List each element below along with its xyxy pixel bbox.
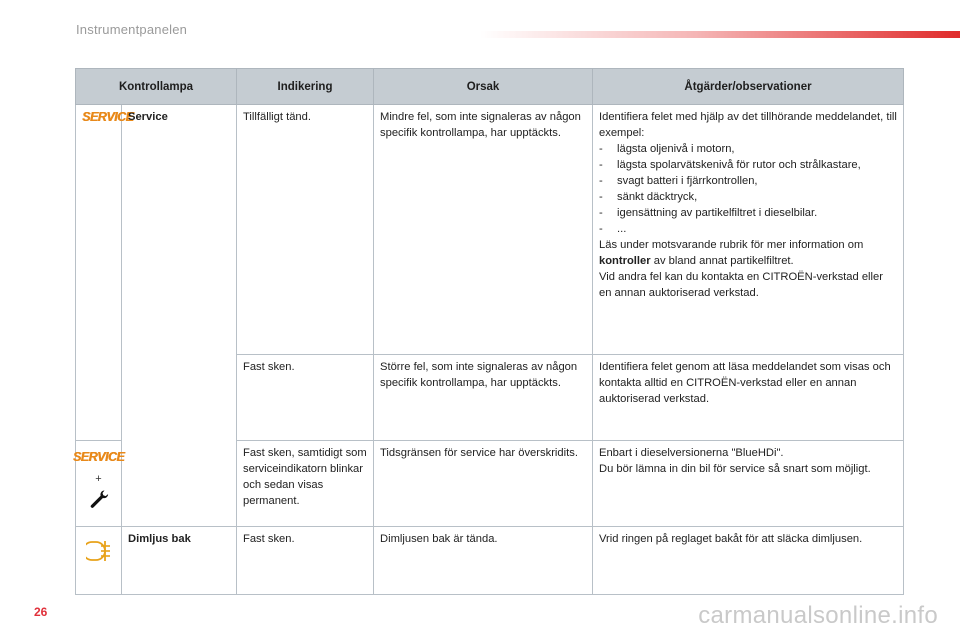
plus-sign: + xyxy=(95,473,102,485)
kontroller-link-text: kontroller xyxy=(599,255,651,267)
header-accent-bar xyxy=(480,31,960,38)
indication-cell: Tillfälligt tänd. xyxy=(237,105,374,355)
lamp-name-service: Service xyxy=(122,105,237,527)
table-row xyxy=(76,527,904,595)
col-header-indication: Indikering xyxy=(237,69,374,105)
list-item: - igensättning av partikelfiltret i dieselbilar. xyxy=(599,207,818,219)
col-header-cause: Orsak xyxy=(374,69,593,105)
cause-cell: Dimljusen bak är tända. xyxy=(374,527,593,595)
action-cell xyxy=(593,105,904,355)
lamp-name-rear-fog: Dimljus bak xyxy=(122,527,237,595)
list-item: - lägsta oljenivå i motorn, xyxy=(599,143,735,155)
service-wrench-icon-cell xyxy=(72,441,125,527)
action-cell: Identifiera felet genom att läsa meddelandet som visas och kontakta alltid en CITROËN-verkstad eller en annan auktoriserad verkstad. xyxy=(593,355,904,441)
cause-cell: Mindre fel, som inte signaleras av någon specifik kontrollampa, har upptäckts. xyxy=(374,105,593,355)
action-outro: Vid andra fel kan du kontakta en CITROËN-verkstad eller en annan auktoriserad verkstad. xyxy=(599,271,883,299)
wrench-icon xyxy=(89,489,109,509)
page-number: 26 xyxy=(34,605,48,619)
indication-cell: Fast sken. xyxy=(237,355,374,441)
action-see-more: Läs under motsvarande rubrik för mer information om kontroller av bland annat partikelfiltret. xyxy=(599,239,864,267)
cause-cell: Tidsgränsen för service har överskridits. xyxy=(374,441,593,527)
service-warning-icon: SERVICE xyxy=(72,450,125,464)
list-item: - svagt batteri i fjärrkontrollen, xyxy=(599,175,758,187)
cause-cell: Större fel, som inte signaleras av någon specifik kontrollampa, har upptäckts. xyxy=(374,355,593,441)
col-header-lamp: Kontrollampa xyxy=(76,69,237,105)
table-header-row xyxy=(76,69,904,105)
page-section-title: Instrumentpanelen xyxy=(76,22,188,37)
service-icon-cell xyxy=(76,105,134,441)
indication-cell: Fast sken, samtidigt som serviceindikatorn blinkar och sedan visas permanent. xyxy=(237,441,374,527)
indication-cell: Fast sken. xyxy=(237,527,374,595)
rear-fog-icon-cell xyxy=(76,527,122,595)
action-intro: Identifiera felet med hjälp av det tillhörande meddelandet, till exempel: xyxy=(599,111,897,139)
list-item: - ... xyxy=(599,223,627,235)
watermark: carmanualsonline.info xyxy=(698,602,938,629)
warning-lamp-table xyxy=(72,68,904,595)
list-item: - sänkt däcktryck, xyxy=(599,191,698,203)
col-header-action: Åtgärder/observationer xyxy=(593,69,904,105)
list-item: - lägsta spolarvätskenivå för rutor och strålkastare, xyxy=(599,159,861,171)
action-cell: Vrid ringen på reglaget bakåt för att släcka dimljusen. xyxy=(593,527,904,595)
service-warning-icon: SERVICE xyxy=(82,110,134,124)
action-cell: Enbart i dieselversionerna "BlueHDi". Du bör lämna in din bil för service så snart som möjligt. xyxy=(593,441,904,527)
table-row xyxy=(76,105,904,355)
rear-fog-light-icon xyxy=(86,539,112,563)
